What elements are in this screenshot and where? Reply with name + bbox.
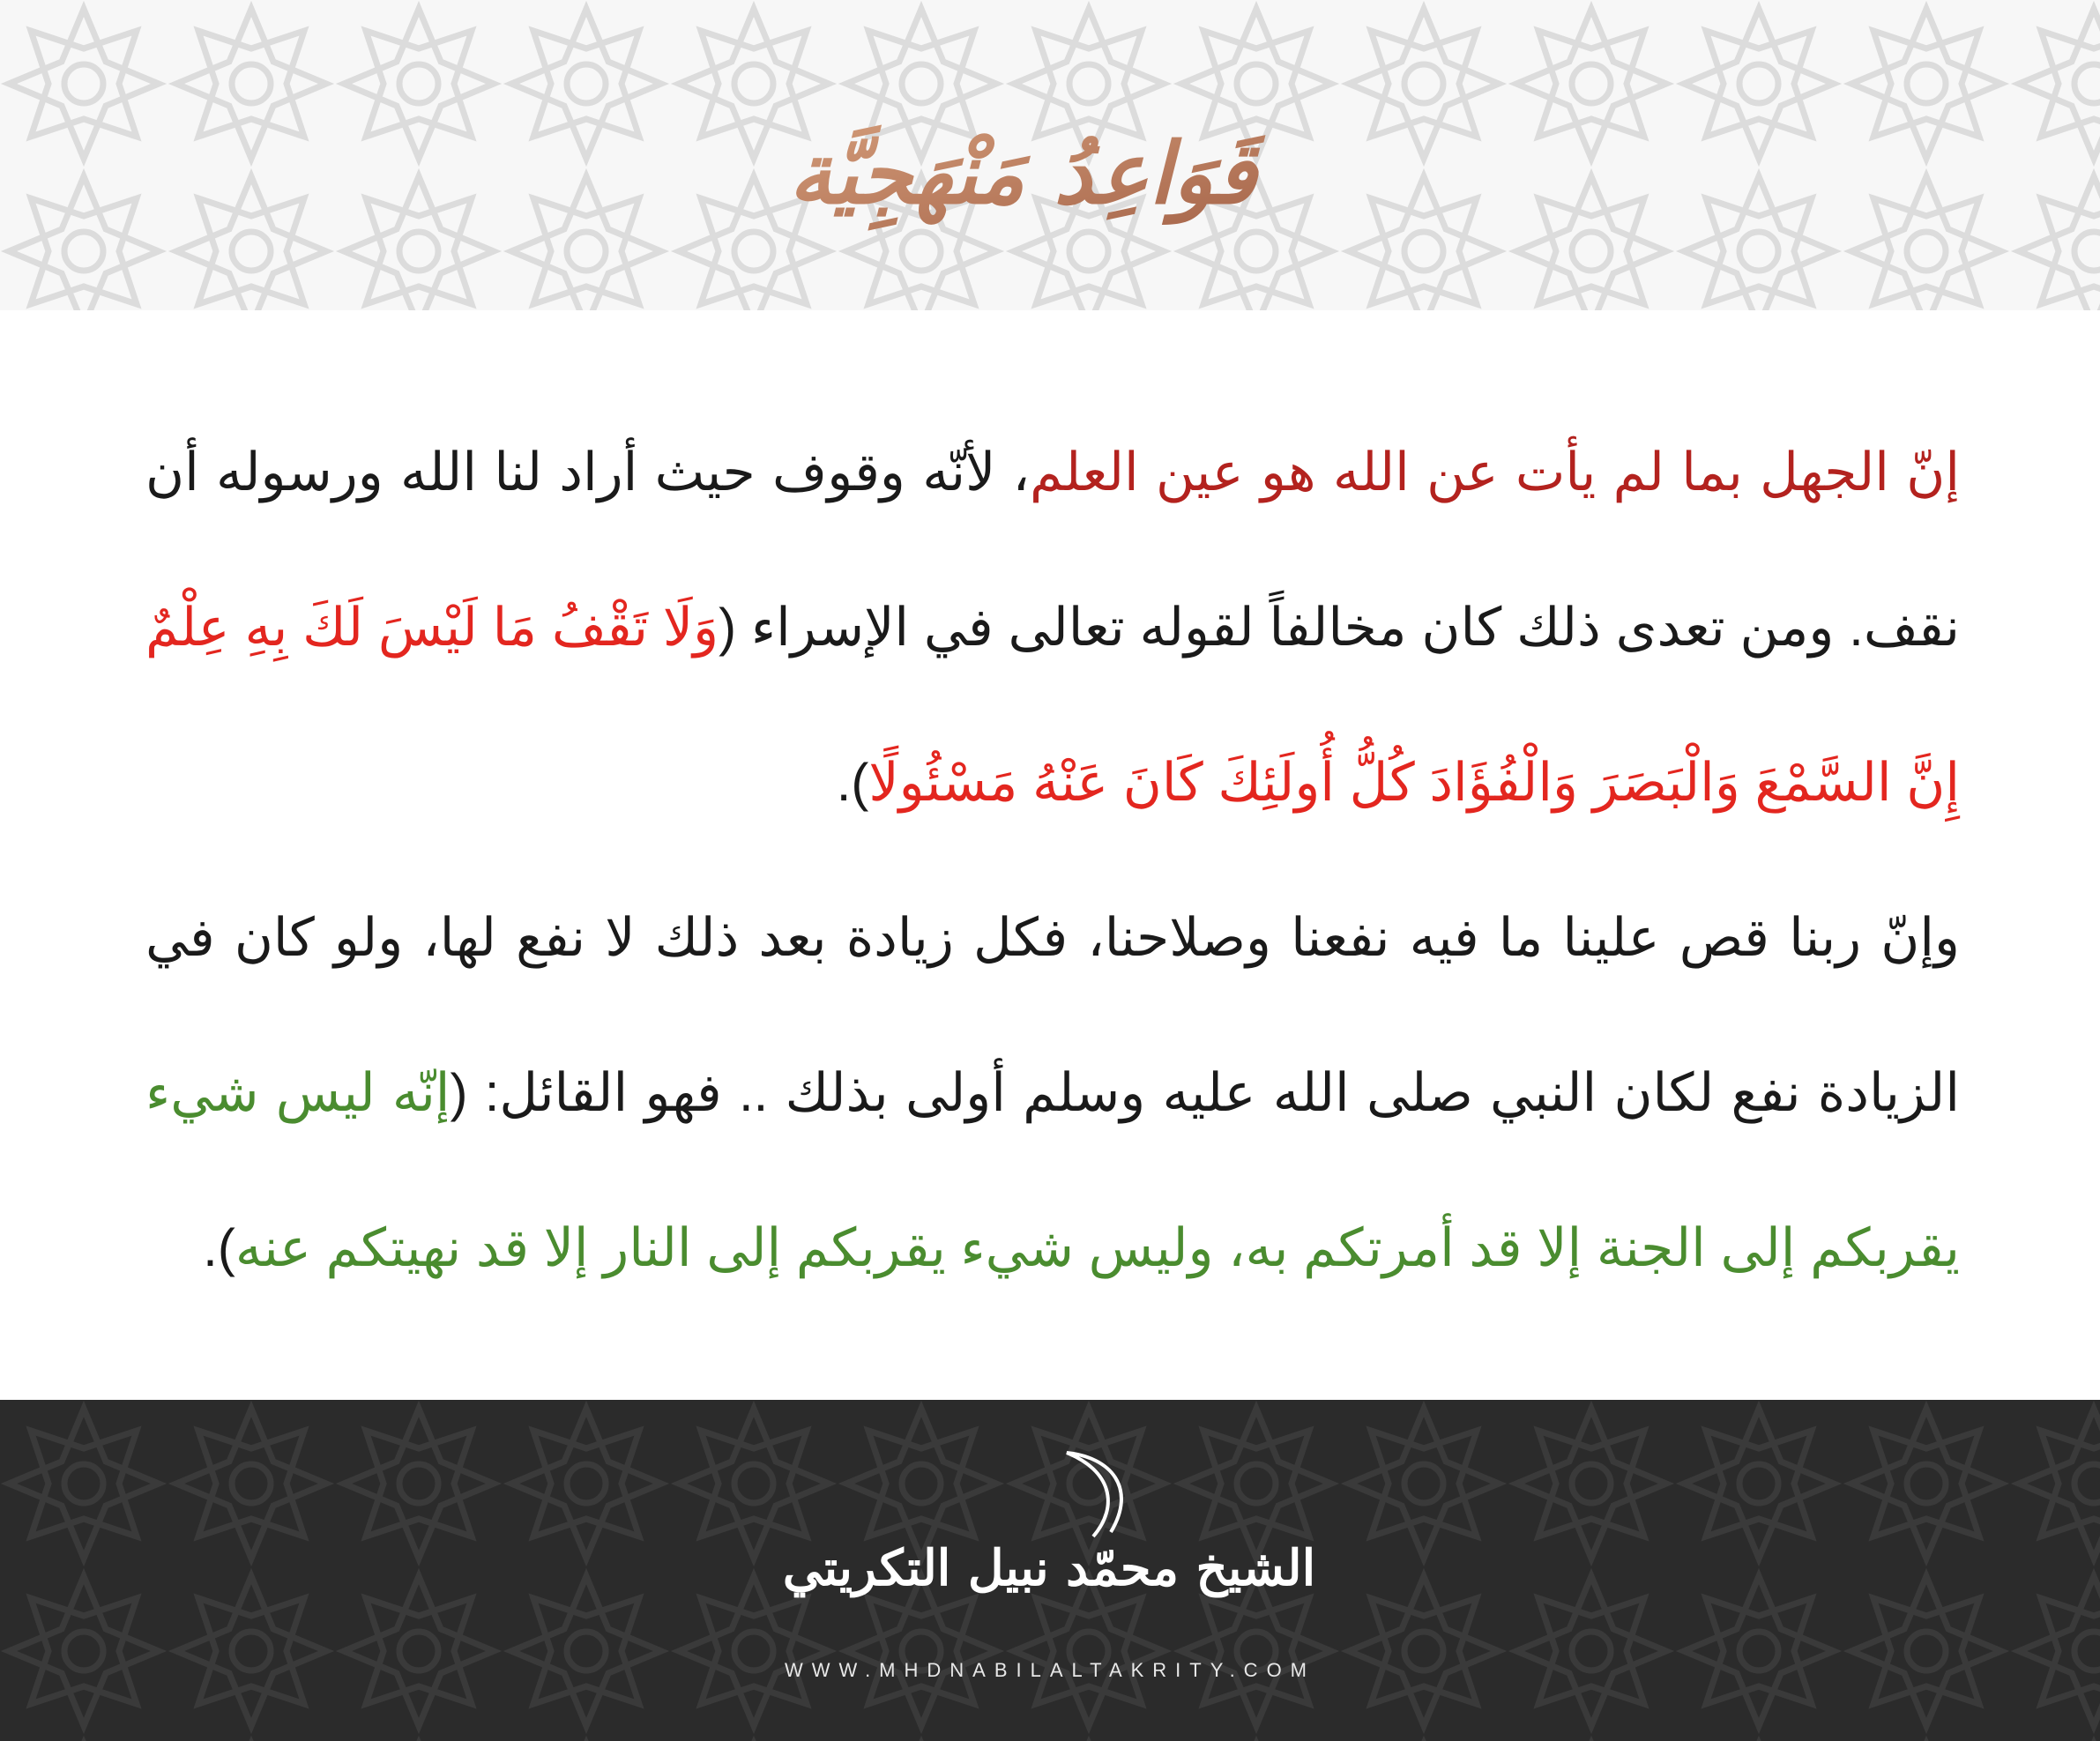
paragraph-2: [145, 860, 1960, 1326]
website-url[interactable]: WWW.MHDNABILALTAKRITY.COM: [784, 1659, 1316, 1681]
paragraph-1-text: ، لأنّه وقوف حيث أراد لنا الله ورسوله أن نقف. ومن تعدى ذلك كان مخالفاً لقوله تعالى في الإسراء (: [145, 443, 1961, 657]
page-title-calligraphy: [776, 71, 1270, 273]
paragraph-2-text: وإنّ ربنا قص علينا ما فيه نفعنا وصلاحنا، فكل زيادة بعد ذلك لا نفع لها، ولو كان في الزيادة نفع لكان النبي صلى الله عليه وسلم أولى بذلك .. فهو القائل: (: [145, 908, 1960, 1122]
paragraph-1: [145, 395, 1960, 860]
hadith-quote: إنّه ليس شيء يقربكم إلى الجنة إلا قد أمرتكم به، وليس شيء يقربكم إلى النار إلا قد نهيتكم عنه: [145, 1063, 1960, 1277]
article-body: [145, 395, 1960, 1326]
signature-text: الشيخ محمّد نبيل التكريتي: [782, 1539, 1316, 1597]
quran-verse: وَلَا تَقْفُ مَا لَيْسَ لَكَ بِهِ عِلْمٌ إِنَّ السَّمْعَ وَالْبَصَرَ وَالْفُؤَادَ كُلُّ أُولَئِكَ كَانَ عَنْهُ مَسْئُولًا: [145, 598, 1960, 812]
signature-flourish: [1067, 1453, 1121, 1536]
signature-logo: [782, 1435, 1316, 1655]
footer-band: [0, 1400, 2100, 1741]
header-band: [0, 0, 2100, 310]
paragraph-1-closing: ).: [836, 753, 869, 812]
page-title: قَوَاعِدُ مَنْهَجِيَّة: [788, 123, 1257, 223]
key-statement: إنّ الجهل بما لم يأت عن الله هو عين العلم: [1029, 443, 1960, 502]
paragraph-2-closing: ).: [203, 1218, 235, 1277]
